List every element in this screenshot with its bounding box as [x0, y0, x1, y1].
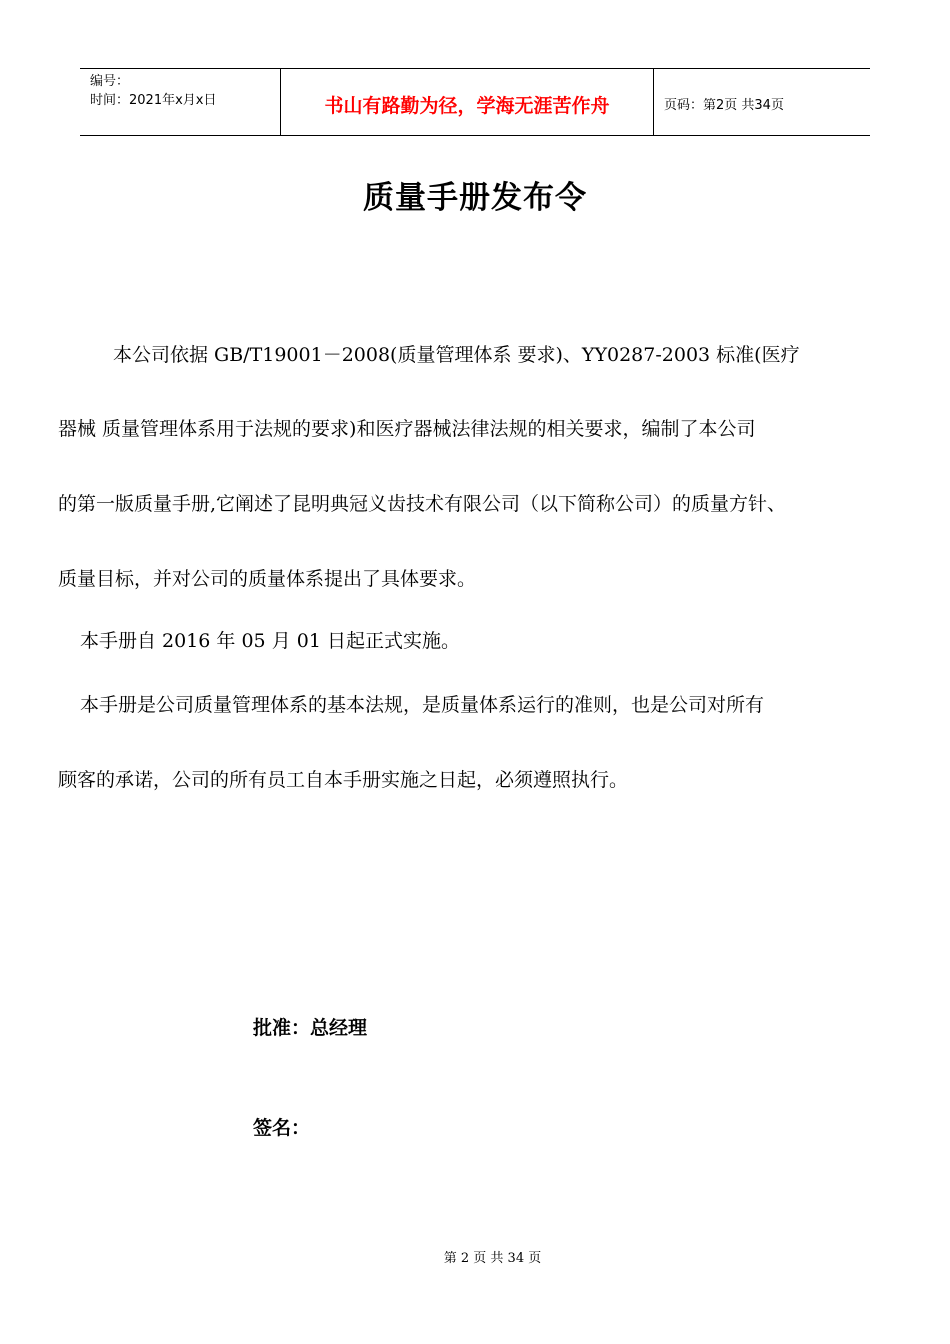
paragraph1-line-1: 本公司依据 GB/T19001－2008(质量管理体系 要求)、YY0287-2003 标准(医疗 [113, 344, 800, 366]
document-time-label: 时间：2021年x月x日 [90, 93, 217, 108]
header-meta [80, 69, 281, 135]
paragraph2: 本手册自 2016 年 05 月 01 日起正式实施。 [80, 630, 460, 652]
page-footer: 第 2 页 共 34 页 [443, 1251, 542, 1266]
header-motto: 书山有路勤为径，学海无涯苦作舟 [281, 69, 654, 135]
paragraph3-line-1: 本手册是公司质量管理体系的基本法规，是质量体系运行的准则，也是公司对所有 [80, 694, 765, 716]
page-title: 质量手册发布令 [363, 180, 587, 216]
document-number-label: 编号： [90, 74, 130, 89]
approval-line: 批准：总经理 [253, 1017, 368, 1039]
paragraph1-line-4: 质量目标，并对公司的质量体系提出了具体要求。 [58, 568, 477, 590]
header-page-code: 页码：第2页 共34页 [664, 97, 784, 113]
signature-line: 签名： [253, 1117, 311, 1139]
paragraph3-line-2: 顾客的承诺，公司的所有员工自本手册实施之日起，必须遵照执行。 [58, 769, 629, 791]
paragraph1-line-3: 的第一版质量手册,它阐述了昆明典冠义齿技术有限公司（以下简称公司）的质量方针、 [58, 493, 787, 515]
paragraph1-line-2: 器械 质量管理体系用于法规的要求)和医疗器械法律法规的相关要求，编制了本公司 [58, 418, 756, 440]
document-header [80, 68, 870, 136]
